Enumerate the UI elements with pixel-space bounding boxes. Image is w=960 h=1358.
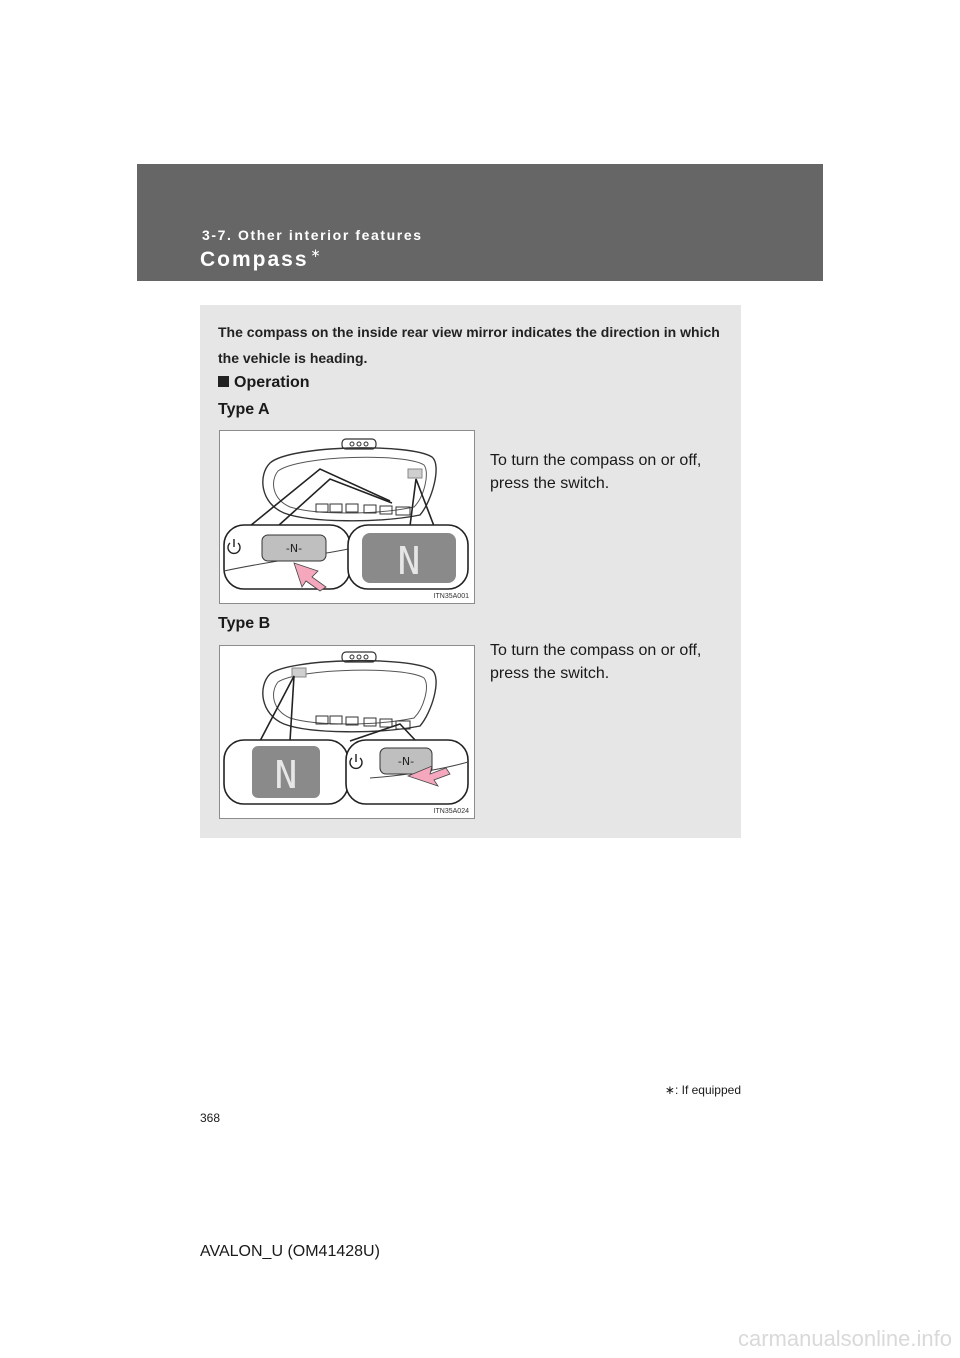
display-letter-b: N	[274, 753, 298, 797]
footnote	[665, 1083, 741, 1097]
footnote-text: : If equipped	[674, 1083, 741, 1097]
type-b-description: To turn the compass on or off, press the switch.	[490, 642, 702, 682]
page-title-text: Compass	[200, 248, 309, 271]
type-b-label: Type B	[218, 615, 271, 632]
section-label: 3-7. Other interior features	[202, 227, 423, 243]
operation-heading-label: Operation	[234, 374, 310, 391]
type-b-figure	[219, 645, 475, 819]
intro-text: The compass on the inside rear view mirror indicates the direction in which the vehicle is heading.	[218, 324, 720, 366]
type-a-figure	[219, 430, 475, 604]
square-bullet-icon	[218, 376, 229, 387]
figure-code-b: ITN35A024	[433, 808, 469, 815]
mirror-illustration-type-a	[220, 431, 474, 603]
footnote-mark: ∗	[664, 1083, 675, 1097]
watermark: carmanualsonline.info	[737, 1326, 952, 1351]
page-title	[200, 248, 323, 272]
page-number: 368	[200, 1111, 221, 1125]
equipped-mark: ∗	[310, 246, 323, 260]
display-letter-a: N	[397, 539, 421, 583]
svg-text:-N-: -N-	[397, 755, 415, 768]
type-a-label: Type A	[218, 401, 270, 418]
mirror-illustration-type-b	[220, 646, 474, 818]
figure-code-a: ITN35A001	[433, 593, 469, 600]
type-a-description: To turn the compass on or off, press the switch.	[490, 452, 702, 492]
document-id: AVALON_U (OM41428U)	[200, 1243, 380, 1260]
svg-text:-N-: -N-	[285, 542, 303, 555]
operation-heading	[218, 374, 310, 392]
